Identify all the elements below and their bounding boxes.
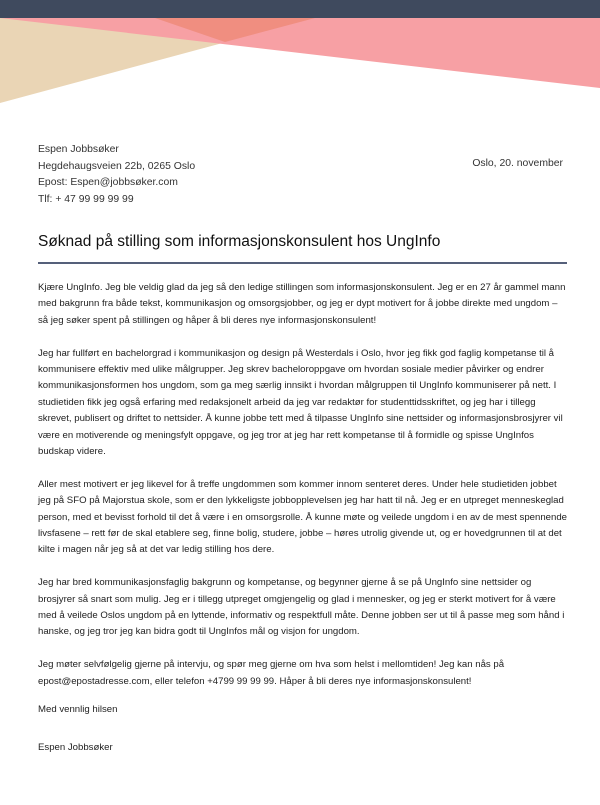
sender-phone: Tlf: + 47 99 99 99 99 bbox=[38, 193, 134, 205]
signature: Espen Jobbsøker bbox=[38, 742, 113, 753]
letter-date: Oslo, 20. november bbox=[472, 158, 563, 169]
sender-address: Hegdehaugsveien 22b, 0265 Oslo bbox=[38, 160, 196, 172]
header-bar-top bbox=[0, 0, 600, 18]
body-paragraph: Jeg møter selvfølgelig gjerne på intervju, og spør meg gjerne om hva som helst i mellomtiden! Jeg kan nås på epost@epostadresse.com, eller telefon +4799 99 99 99. Håper å bli deres nye informasjonskonsulent! bbox=[38, 659, 505, 687]
sender-name: Espen Jobbsøker bbox=[38, 144, 119, 155]
body-paragraph: Aller mest motivert er jeg likevel for å treffe ungdommen som kommer innom senteret deres. Under hele studietiden jobbet jeg på SFO på Majorstua skole, som er den lykkeligste jobbopplevelsen jeg har hatt til nå. Jeg er en utpreget menneskeglad person, med et bevisst forhold til det å være i en omsorgsrolle. Å kunne møte og veilede ungdom i en av de mest spennende livsfasene – rett før de skal etablere seg, finne bolig, studere, jobbe – høres utrolig givende ut, og er hovedgrunnen til at det kilte i magen når jeg så at det var ledig stilling hos dere. bbox=[38, 478, 568, 556]
body-paragraph: Jeg har bred kommunikasjonsfaglig bakgrunn og kompetanse, og begynner gjerne å se på UngInfo sine nettsider og brosjyrer så snart som mulig. Jeg er i tillegg utpreget omgjengelig og glad i mennesker, og jeg er sterkt motivert for å være med å veilede Oslos ungdom på en lyttende, informativ og respektfull måte. Denne jobben ser ut til å passe meg som hånd i hanske, og jeg tror jeg kan bidra godt til UngInfos mål og visjon for ungdom. bbox=[38, 577, 565, 638]
sender-email: Epost: Espen@jobbsøker.com bbox=[38, 177, 178, 188]
body-paragraph: Jeg har fullført en bachelorgrad i kommunikasjon og design på Westerdals i Oslo, hvor jeg fikk god faglig kompetanse til å kommunisere effektiv med ulike målgrupper. Jeg skrev bacheloroppgave om hvordan sosiale medier påvirker og endrer kommunikasjonsformen hos ungdom, som ga meg særlig innsikt i hvordan målgruppen til UngInfo kommuniserer på nett. I studietiden fikk jeg også erfaring med redaksjonelt arbeid da jeg var redaktør for studenttidsskriftet, og jeg har i tillegg skrevet, publisert og driftet to nettsider. Å kunne jobbe tett med å tilpasse UngInfo sine nettsider og informasjonsbrosjyrer vil være en motiverende og meningsfylt oppgave, og jeg tror at jeg har rett kompetanse til å formidle og spisse UngInfos budskap videre. bbox=[38, 347, 563, 458]
letter-body bbox=[38, 280, 568, 706]
letter-title: Søknad på stilling som informasjonskonsulent hos UngInfo bbox=[38, 233, 441, 250]
title-divider bbox=[38, 262, 567, 264]
closing-line: Med vennlig hilsen bbox=[38, 704, 118, 715]
sender-block bbox=[38, 142, 195, 208]
body-paragraph: Kjære UngInfo. Jeg ble veldig glad da jeg så den ledige stillingen som informasjonskonsulent. Jeg er en 27 år gammel mann med bakgrunn fra både tekst, kommunikasjon og omsorgsjobber, og jeg er dypt motivert for å jobbe direkte med ungdom – så jeg søker spent på stillingen og håper å bli deres nye informasjonskonsulent! bbox=[38, 282, 566, 326]
